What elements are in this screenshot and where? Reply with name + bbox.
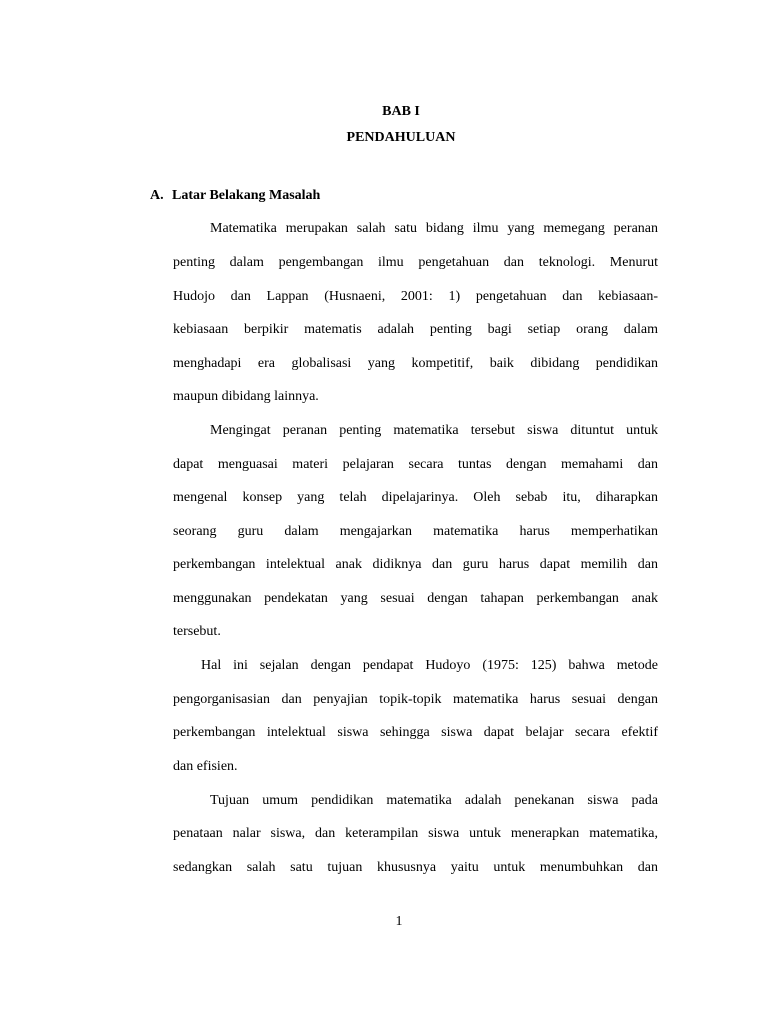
paragraph-1-line-3: Hudojo dan Lappan (Husnaeni, 2001: 1) pengetahuan dan kebiasaan- (173, 289, 658, 304)
paragraph-1-line-4: kebiasaan berpikir matematis adalah penting bagi setiap orang dalam (173, 322, 658, 337)
paragraph-1-line-2: penting dalam pengembangan ilmu pengetahuan dan teknologi. Menurut (173, 255, 658, 270)
paragraph-4-line-2: penataan nalar siswa, dan keterampilan siswa untuk menerapkan matematika, (173, 826, 658, 841)
paragraph-3-line-4: dan efisien. (173, 759, 238, 774)
page-number: 1 (395, 914, 403, 929)
paragraph-2-line-4: seorang guru dalam mengajarkan matematika harus memperhatikan (173, 524, 658, 539)
paragraph-1-line-1: Matematika merupakan salah satu bidang ilmu yang memegang peranan (210, 221, 658, 236)
section-heading (150, 186, 320, 206)
paragraph-3-line-3: perkembangan intelektual siswa sehingga siswa dapat belajar secara efektif (173, 725, 658, 740)
paragraph-3-line-2: pengorganisasian dan penyajian topik-topik matematika harus sesuai dengan (173, 692, 658, 707)
section-marker: A. (150, 188, 164, 203)
paragraph-1-line-5: menghadapi era globalisasi yang kompetitif, baik dibidang pendidikan (173, 356, 658, 371)
paragraph-2-line-3: mengenal konsep yang telah dipelajarinya. Oleh sebab itu, diharapkan (173, 490, 658, 505)
chapter-label: BAB I (382, 104, 420, 119)
paragraph-2-line-1: Mengingat peranan penting matematika tersebut siswa dituntut untuk (210, 423, 658, 438)
paragraph-2-line-7: tersebut. (173, 624, 221, 639)
paragraph-2-line-2: dapat menguasai materi pelajaran secara tuntas dengan memahami dan (173, 457, 658, 472)
paragraph-4-line-3: sedangkan salah satu tujuan khususnya yaitu untuk menumbuhkan dan (173, 860, 658, 875)
paragraph-4-line-1: Tujuan umum pendidikan matematika adalah penekanan siswa pada (210, 793, 658, 808)
chapter-title: PENDAHULUAN (346, 130, 456, 145)
paragraph-2-line-6: menggunakan pendekatan yang sesuai dengan tahapan perkembangan anak (173, 591, 658, 606)
paragraph-1-line-6: maupun dibidang lainnya. (173, 389, 319, 404)
paragraph-2-line-5: perkembangan intelektual anak didiknya dan guru harus dapat memilih dan (173, 557, 658, 572)
section-title: Latar Belakang Masalah (172, 188, 321, 203)
paragraph-3-line-1: Hal ini sejalan dengan pendapat Hudoyo (1975: 125) bahwa metode (201, 658, 658, 673)
